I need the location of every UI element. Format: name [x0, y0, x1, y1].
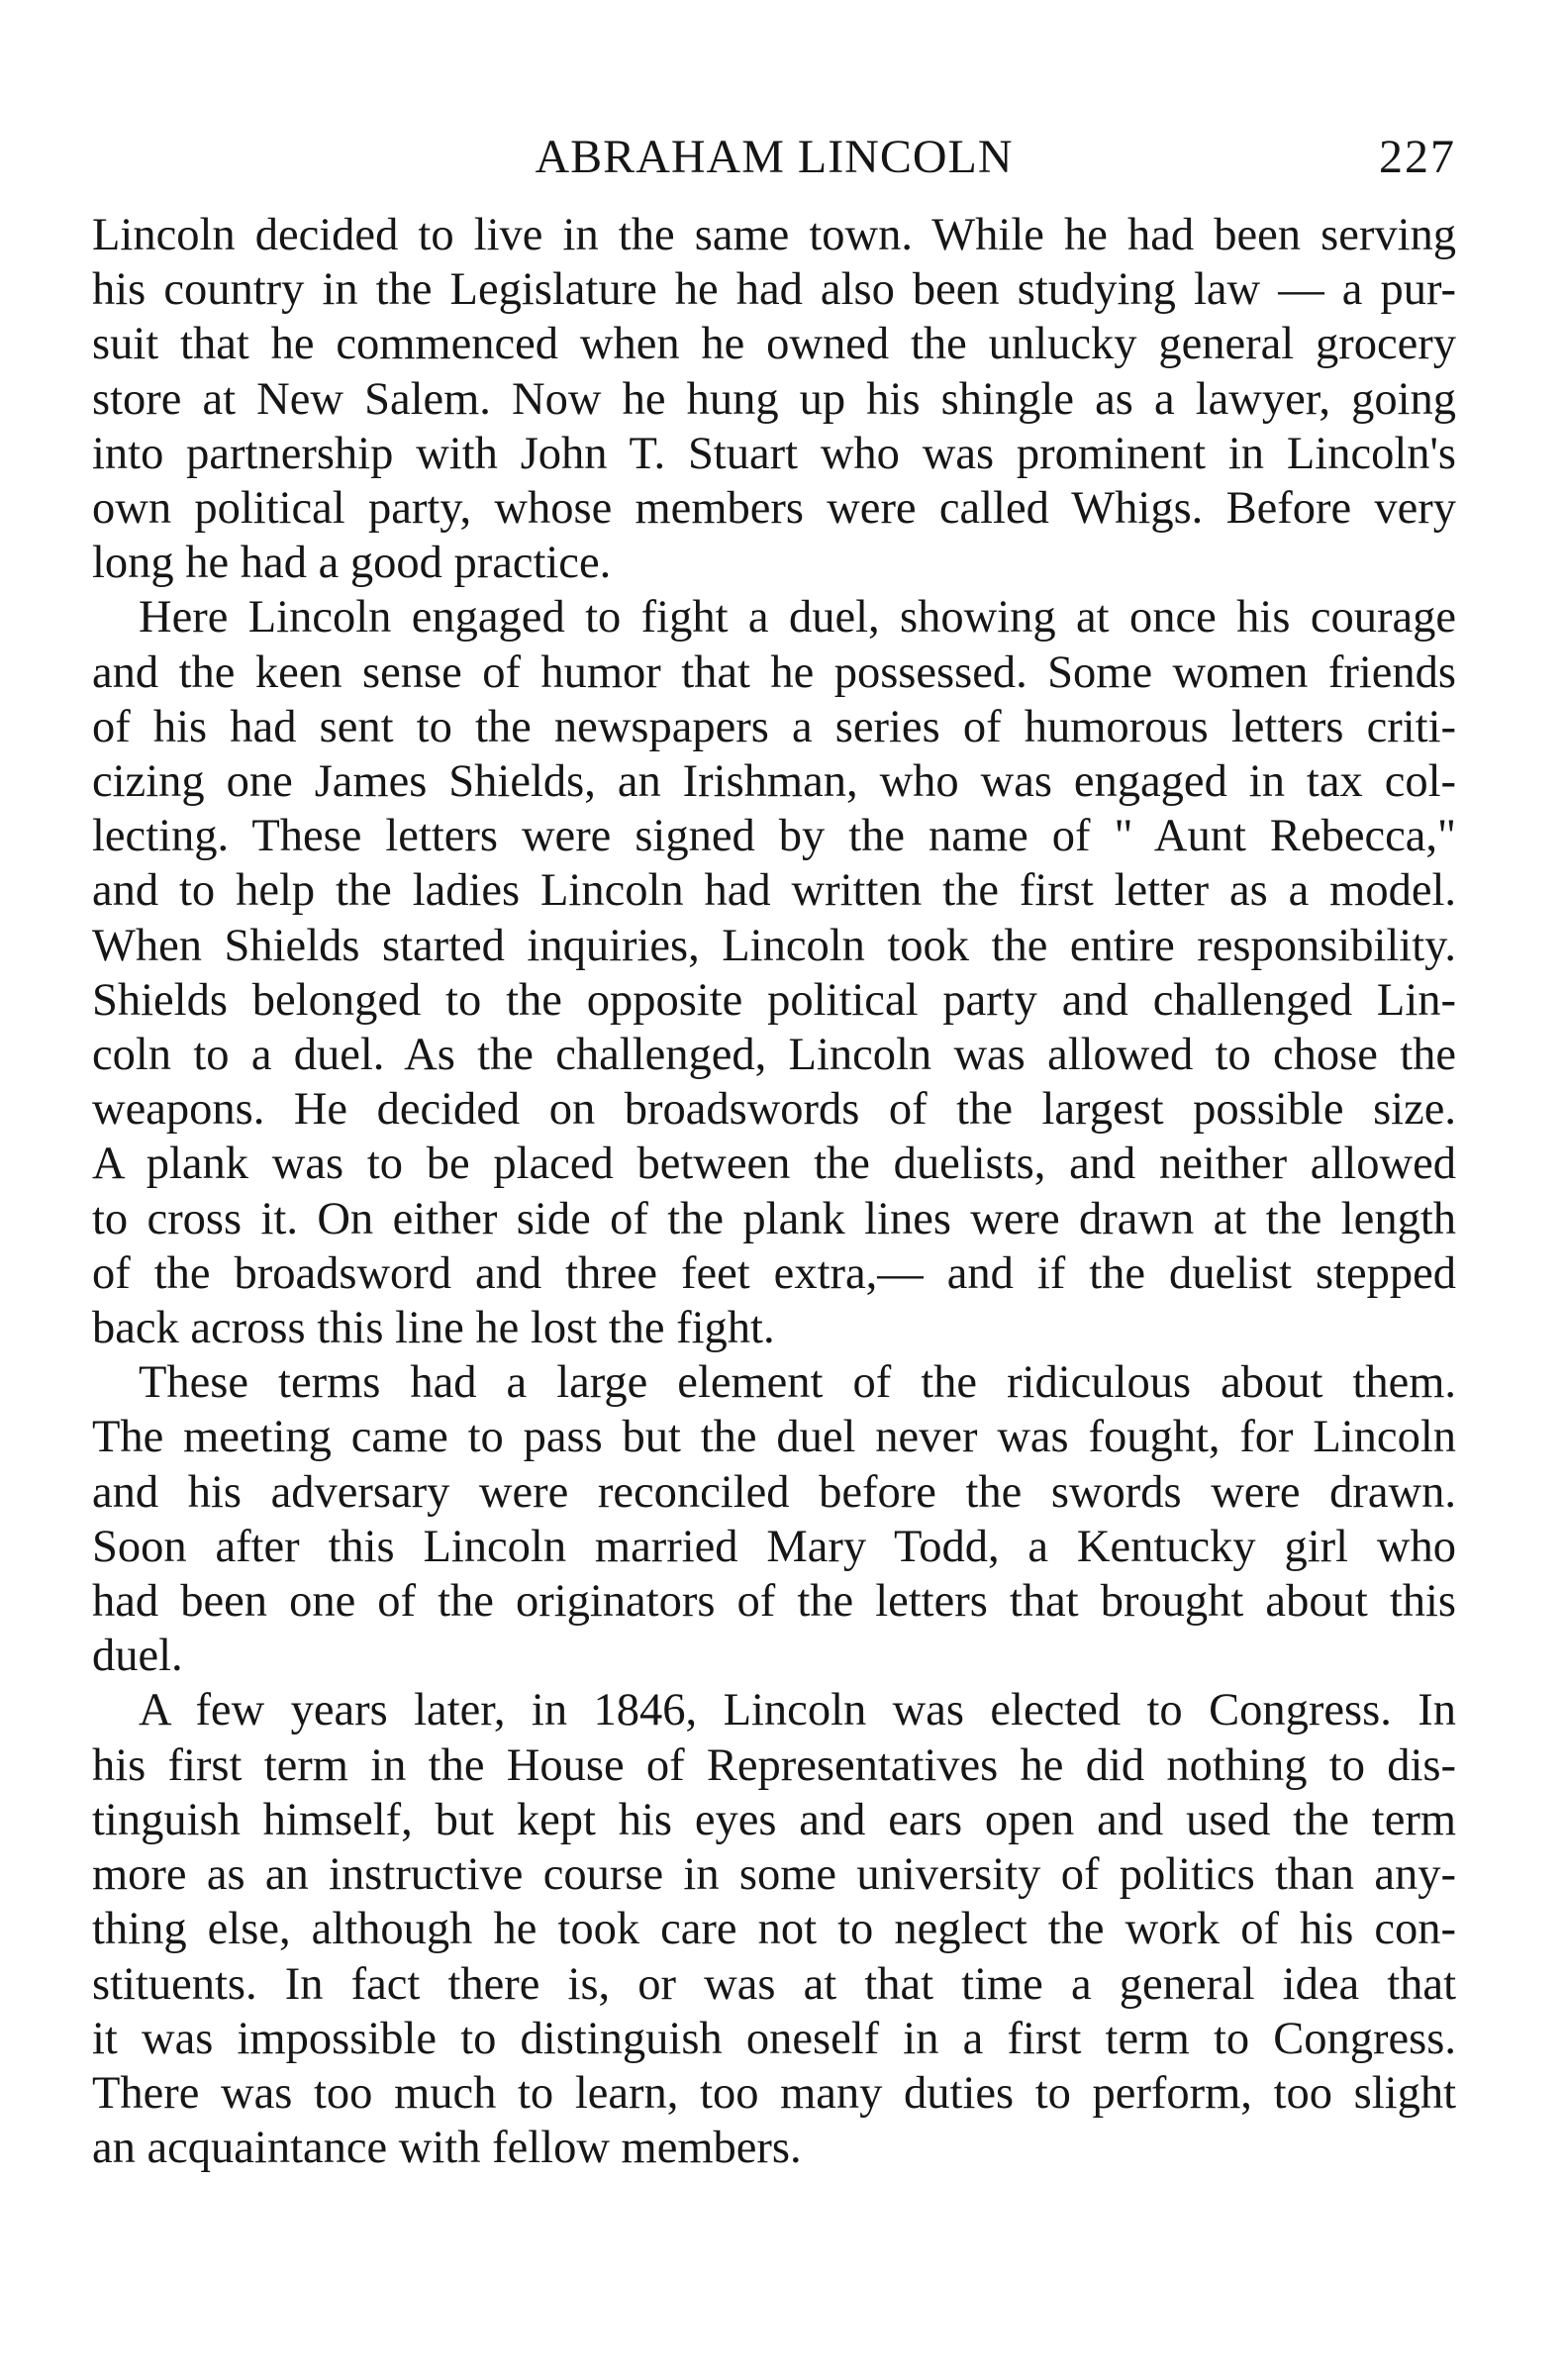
text-line: duel.: [92, 1631, 183, 1682]
text-line: an acquaintance with fellow members.: [92, 2123, 802, 2174]
text-line: These terms had a large element of the ridiculous about them.: [139, 1357, 1456, 1409]
text-line: had been one of the originators of the letters that brought about this: [92, 1576, 1456, 1628]
text-line: long he had a good practice.: [92, 538, 612, 589]
text-line: Lincoln decided to live in the same town. While he had been serving: [92, 210, 1456, 260]
text-line: it was impossible to distinguish oneself in a first term to Congress.: [92, 2013, 1456, 2064]
page-number: 227: [1379, 131, 1456, 183]
text-line: stituents. In fact there is, or was at that time a general idea that: [92, 1958, 1456, 2010]
running-title: ABRAHAM LINCOLN: [535, 131, 1014, 183]
text-line: store at New Salem. Now he hung up his shingle as a lawyer, going: [92, 373, 1456, 425]
text-line: The meeting came to pass but the duel never was fought, for Lincoln: [92, 1412, 1456, 1463]
text-line: to cross it. On either side of the plank lines were drawn at the length: [92, 1193, 1456, 1244]
text-line: weapons. He decided on broadswords of the largest possible size.: [92, 1084, 1456, 1136]
text-line: his country in the Legislature he had also been studying law — a pur-: [92, 264, 1456, 316]
text-line: suit that he commenced when he owned the unlucky general grocery: [92, 319, 1456, 370]
text-line: and the keen sense of humor that he possessed. Some women friends: [92, 646, 1456, 698]
paragraph-1: [92, 208, 1456, 590]
text-line: back across this line he lost the fight.: [92, 1303, 775, 1354]
text-line: Soon after this Lincoln married Mary Todd, a Kentucky girl who: [92, 1521, 1456, 1572]
text-line: of his had sent to the newspapers a series of humorous letters criti-: [92, 701, 1456, 752]
text-line: A few years later, in 1846, Lincoln was elected to Congress. In: [139, 1685, 1456, 1736]
text-line: into partnership with John T. Stuart who was prominent in Lincoln's: [92, 428, 1456, 479]
running-header: [92, 127, 1456, 188]
text-line: lecting. These letters were signed by the name of " Aunt Rebecca,": [92, 811, 1456, 862]
paragraph-4: [92, 1683, 1456, 2175]
text-line: coln to a duel. As the challenged, Lincoln was allowed to chose the: [92, 1030, 1456, 1081]
text-line: tinguish himself, but kept his eyes and ears open and used the term: [92, 1794, 1456, 1845]
text-line: A plank was to be placed between the duelists, and neither allowed: [92, 1139, 1456, 1190]
body-text: [92, 208, 1456, 2175]
text-line: Here Lincoln engaged to fight a duel, showing at once his courage: [139, 592, 1456, 644]
paragraph-3: [92, 1355, 1456, 1683]
text-line: and his adversary were reconciled before the swords were drawn.: [92, 1466, 1456, 1518]
text-line: of the broadsword and three feet extra,— and if the duelist stepped: [92, 1247, 1456, 1299]
text-line: Shields belonged to the opposite political party and challenged Lin-: [92, 974, 1456, 1026]
book-page: [92, 127, 1456, 2175]
text-line: his first term in the House of Representatives he did nothing to dis-: [92, 1739, 1456, 1791]
text-line: and to help the ladies Lincoln had written the first letter as a model.: [92, 865, 1456, 917]
text-line: cizing one James Shields, an Irishman, who was engaged in tax col-: [92, 756, 1456, 808]
paragraph-2: [92, 590, 1456, 1355]
text-line: own political party, whose members were called Whigs. Before very: [92, 483, 1456, 535]
text-line: more as an instructive course in some university of politics than any-: [92, 1849, 1456, 1901]
text-line: When Shields started inquiries, Lincoln took the entire responsibility.: [92, 920, 1456, 971]
text-line: thing else, although he took care not to neglect the work of his con-: [92, 1904, 1456, 1955]
text-line: There was too much to learn, too many duties to perform, too slight: [92, 2067, 1456, 2119]
